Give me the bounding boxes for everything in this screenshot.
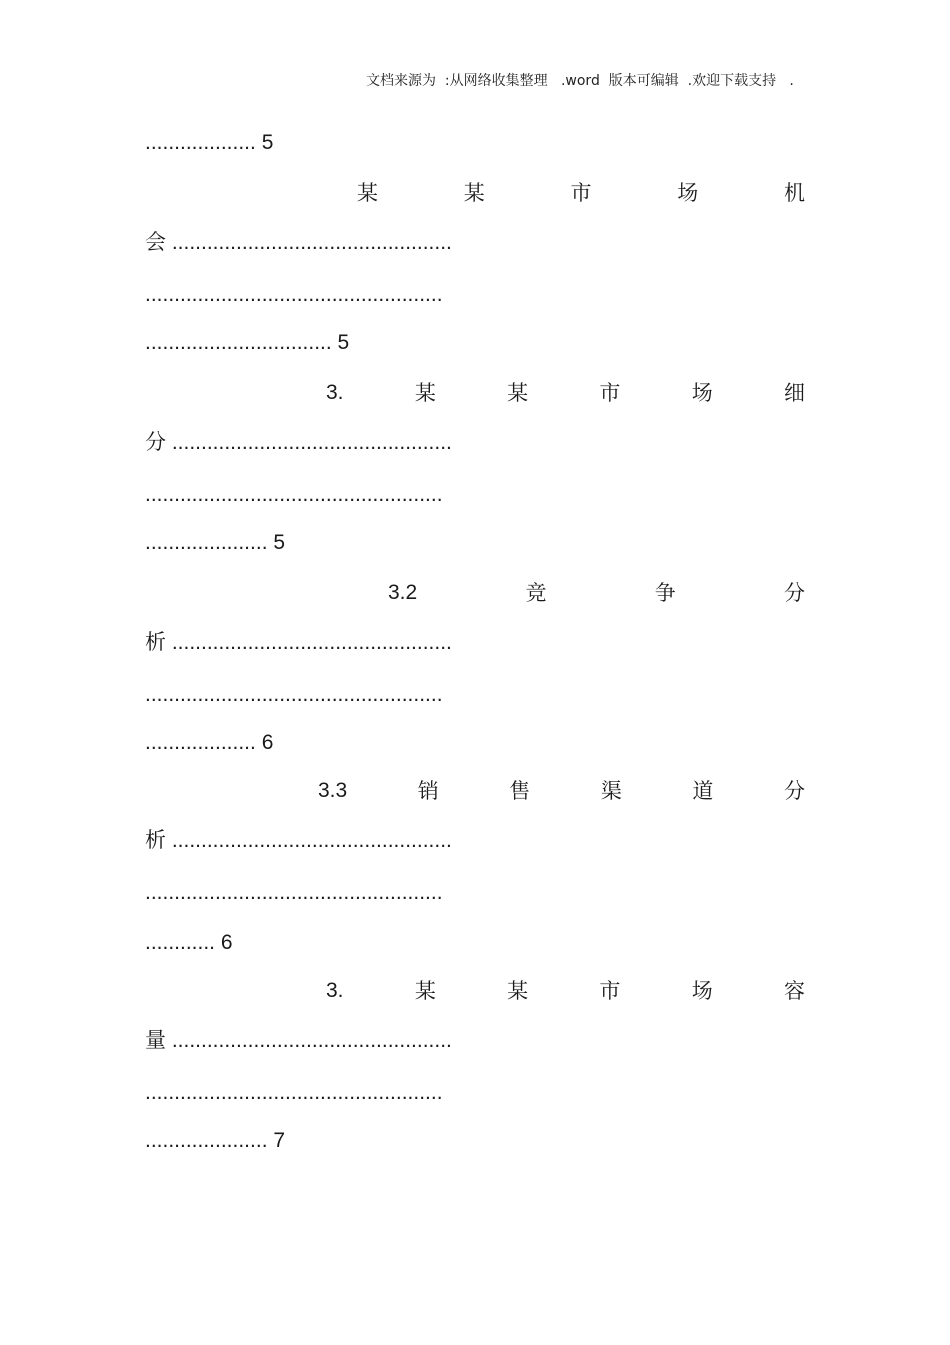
toc-heading-token: 售 [509, 779, 531, 803]
toc-heading-token: 场 [691, 979, 713, 1003]
toc-leader-text: ................................................... [145, 283, 443, 306]
toc-line [145, 528, 805, 558]
toc-line [145, 928, 805, 958]
toc-line [145, 728, 805, 758]
toc-leader-text: ................... 5 [145, 131, 274, 154]
toc-line [145, 428, 805, 458]
toc-leader-text: 析 ................................................ [145, 631, 452, 654]
toc-heading-token: 场 [677, 181, 699, 205]
toc-heading-token: 争 [654, 581, 676, 605]
toc-heading-token: 细 [784, 381, 805, 405]
toc-line [145, 878, 805, 908]
toc-line [145, 826, 805, 856]
toc-heading-token: 渠 [600, 779, 622, 803]
toc-heading-token: 道 [692, 779, 714, 803]
toc-line [145, 128, 805, 158]
toc-line [145, 1078, 805, 1108]
toc-heading-token: 3.2 [388, 581, 418, 604]
toc-line [145, 680, 805, 710]
toc-leader-text: ................................................... [145, 881, 443, 904]
toc-line [145, 1026, 805, 1056]
toc-line [318, 776, 805, 806]
toc-leader-text: ............ 6 [145, 931, 233, 954]
toc-line [145, 280, 805, 310]
toc-heading-token: 某 [414, 979, 436, 1003]
toc-line [326, 976, 805, 1006]
toc-line [145, 628, 805, 658]
toc-heading-token: 某 [507, 381, 529, 405]
toc-heading-token: 某 [463, 181, 485, 205]
toc-heading-token: 场 [691, 381, 713, 405]
toc-line [388, 578, 805, 608]
toc-heading-token: 竞 [525, 581, 547, 605]
toc-leader-text: ................... 6 [145, 731, 274, 754]
toc-heading-token: 某 [414, 381, 436, 405]
toc-leader-text: 量 ................................................ [145, 1029, 452, 1052]
toc-heading-token: 3. [326, 381, 344, 404]
toc-leader-text: ..................... 7 [145, 1129, 286, 1152]
toc-heading-token: 3. [326, 979, 344, 1002]
toc-heading-token: 容 [784, 979, 805, 1003]
toc-line [357, 178, 805, 208]
toc-heading-token: 分 [784, 581, 805, 605]
toc-leader-text: ................................ 5 [145, 331, 350, 354]
toc-leader-text: 析 ................................................ [145, 829, 452, 852]
toc-line [145, 480, 805, 510]
toc-line [326, 378, 805, 408]
toc-leader-text: 会 ................................................ [145, 231, 452, 254]
toc-line [145, 328, 805, 358]
toc-line [145, 228, 805, 258]
toc-heading-token: 3.3 [318, 779, 348, 802]
toc-heading-token: 某 [357, 181, 378, 205]
toc-leader-text: ................................................... [145, 1081, 443, 1104]
toc-line [145, 1126, 805, 1156]
toc-leader-text: ..................... 5 [145, 531, 286, 554]
toc-heading-token: 分 [783, 779, 805, 803]
toc-leader-text: ................................................... [145, 483, 443, 506]
toc-heading-token: 市 [570, 181, 592, 205]
toc-heading-token: 市 [599, 381, 621, 405]
toc-heading-token: 某 [507, 979, 529, 1003]
page-header-note: 文档来源为 :从网络收集整理 .word 版本可编辑 .欢迎下载支持 . [366, 73, 794, 89]
toc-leader-text: 分 ................................................ [145, 431, 452, 454]
toc-heading-token: 机 [784, 181, 805, 205]
toc-heading-token: 市 [599, 979, 621, 1003]
toc-heading-token: 销 [417, 779, 439, 803]
toc-leader-text: ................................................... [145, 683, 443, 706]
